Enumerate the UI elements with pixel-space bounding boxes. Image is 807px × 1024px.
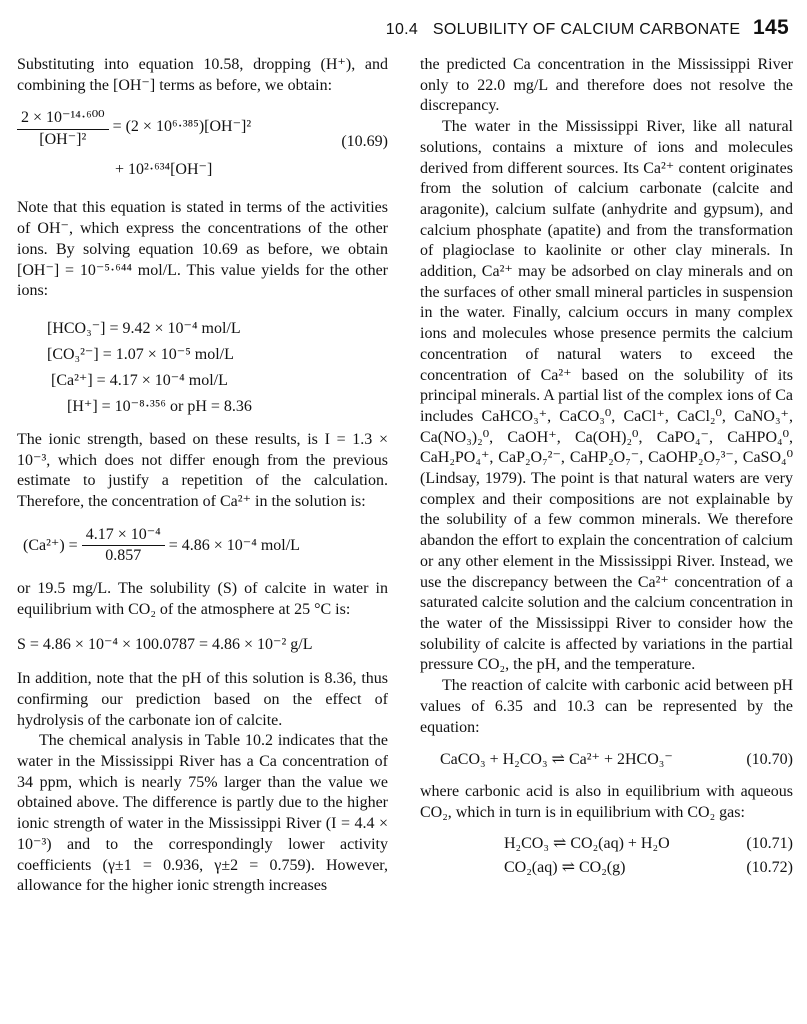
- page-number: 145: [753, 16, 789, 39]
- right-column: [420, 55, 793, 882]
- paragraph: In addition, note that the pH of this solution is 8.36, thus confirming our prediction based on the effect of hydrolysis of the carbonate ion of calcite.: [17, 670, 388, 729]
- calcium-equation: [17, 525, 388, 567]
- denominator: [OH⁻]²: [39, 131, 87, 149]
- paragraph: The reaction of calcite with carbonic acid between pH values of 6.35 and 10.3 can be represented by the equation:: [420, 677, 793, 736]
- paragraph: Note that this equation is stated in terms of the activities of OH⁻, which express the concentrations of the other ions. By solving equation 10.69 as before, we obtain [OH⁻] = 10⁻⁵·⁶⁴⁴ mol/L. This value yields for the other ions:: [17, 199, 388, 300]
- equation-10-69: [17, 104, 388, 188]
- numerator: 4.17 × 10⁻⁴: [82, 525, 165, 547]
- left-column: [17, 55, 388, 897]
- numerator: 2 × 10⁻¹⁴·⁶⁰⁰: [17, 108, 109, 130]
- running-header: [386, 16, 789, 40]
- equation-number: (10.69): [341, 133, 388, 151]
- equation-rhs: = 4.86 × 10⁻⁴ mol/L: [164, 536, 300, 554]
- equation-rhs: = (2 × 10⁶·³⁸⁵)[OH⁻]²: [108, 118, 252, 136]
- ion-equation: [HCO₃⁻] = 9.42 × 10⁻⁴ mol/L: [47, 319, 241, 337]
- denominator: 0.857: [105, 547, 142, 565]
- equation-body: CO₂(aq) ⇌ CO₂(g): [504, 858, 626, 876]
- paragraph: The chemical analysis in Table 10.2 indicates that the water in the Mississippi River has a Ca concentration of 34 ppm, which is nearly 75% larger than the value we obtained above. The difference is partly due to the higher ionic strength of water in the Mississippi River (I = 4.4 × 10⁻³) and to the correspondingly lower activity coefficients (γ±1 = 0.936, γ±2 = 0.759). However, allowance for the higher ionic strength increases: [17, 732, 388, 895]
- equation-number: (10.71): [746, 834, 793, 852]
- solubility-equation: S = 4.86 × 10⁻⁴ × 100.0787 = 4.86 × 10⁻² g/L: [17, 635, 313, 653]
- fraction: [17, 108, 109, 150]
- equation-body: CaCO₃ + H₂CO₃ ⇌ Ca²⁺ + 2HCO₃⁻: [440, 751, 673, 769]
- paragraph: the predicted Ca concentration in the Mississippi River only to 22.0 mg/L and therefore does not resolve the discrepancy.: [420, 56, 793, 115]
- paragraph: The ionic strength, based on these results, is I = 1.3 × 10⁻³, which does not differ enough from the previous estimate to justify a repetition of the calculation. Therefore, the concentration of Ca²⁺ in the solution is:: [17, 430, 388, 511]
- fraction: [82, 525, 165, 567]
- ion-list: [17, 316, 388, 420]
- equation-number: (10.70): [746, 751, 793, 769]
- equation-number: (10.72): [746, 858, 793, 876]
- equation-10-70: [420, 750, 793, 774]
- section-title: SOLUBILITY OF CALCIUM CARBONATE: [432, 21, 741, 38]
- paragraph: where carbonic acid is also in equilibrium with aqueous CO₂, which in turn is in equilibrium with CO₂ gas:: [420, 783, 793, 821]
- paragraph: The water in the Mississippi River, like all natural solutions, contains a mixture of ions and molecules derived from different sources. Its Ca²⁺ content originates from the solution of calcium carbonate (calcite and aragonite), calcium sulfate (anhydrite and gypsum), and calcium phosphate (apatite) and from the transformation of plagioclase to kaolinite or other clay minerals. In addition, Ca²⁺ may be adsorbed on clay minerals and on the surfaces of other small mineral particles in suspension in the water. Finally, calcium occurs in many complex ions and molecules whose presence permits the calcium concentration of natural waters to exceed the concentration of Ca²⁺ based on the solubility of its principal minerals. A partial list of the complex ions of Ca includes CaHCO₃⁺, CaCO₃⁰, CaCl⁺, CaCl₂⁰, CaNO₃⁺, Ca(NO₃)₂⁰, CaOH⁺, Ca(OH)₂⁰, CaPO₄⁻, CaHPO₄⁰, CaH₂PO₄⁺, CaP₂O₇²⁻, CaHP₂O₇⁻, CaOHP₂O₇³⁻, CaSO₄⁰ (Lindsay, 1979). The point is that natural waters are very complex and their compositions are not explainable by the solubility of a few common minerals. We therefore abandon the effort to explain the concentration of calcium or any other element in the Mississippi River. Instead, we use the discrepancy between the Ca²⁺ concentration of a saturated calcite solution and the calcium concentration in the water of the Mississippi River to consider how the solubility of calcite is affected by variations in the partial pressure CO₂, the pH, and the temperature.: [420, 118, 793, 674]
- section-number: 10.4: [385, 21, 419, 38]
- equation-body: H₂CO₃ ⇌ CO₂(aq) + H₂O: [504, 834, 670, 852]
- equation-lhs: (Ca²⁺) =: [23, 536, 82, 554]
- ion-equation: [Ca²⁺] = 4.17 × 10⁻⁴ mol/L: [51, 371, 228, 389]
- equation-continuation: + 10²·⁶³⁴[OH⁻]: [115, 161, 213, 179]
- ion-equation: [H⁺] = 10⁻⁸·³⁵⁶ or pH = 8.36: [67, 397, 252, 415]
- equation-10-71: [420, 834, 793, 858]
- equation-10-72: [420, 858, 793, 882]
- paragraph: Substituting into equation 10.58, dropping (H⁺), and combining the [OH⁻] terms as before, we obtain:: [17, 56, 388, 94]
- paragraph: or 19.5 mg/L. The solubility (S) of calcite in water in equilibrium with CO₂ of the atmosphere at 25 °C is:: [17, 580, 388, 618]
- ion-equation: [CO₃²⁻] = 1.07 × 10⁻⁵ mol/L: [47, 345, 234, 363]
